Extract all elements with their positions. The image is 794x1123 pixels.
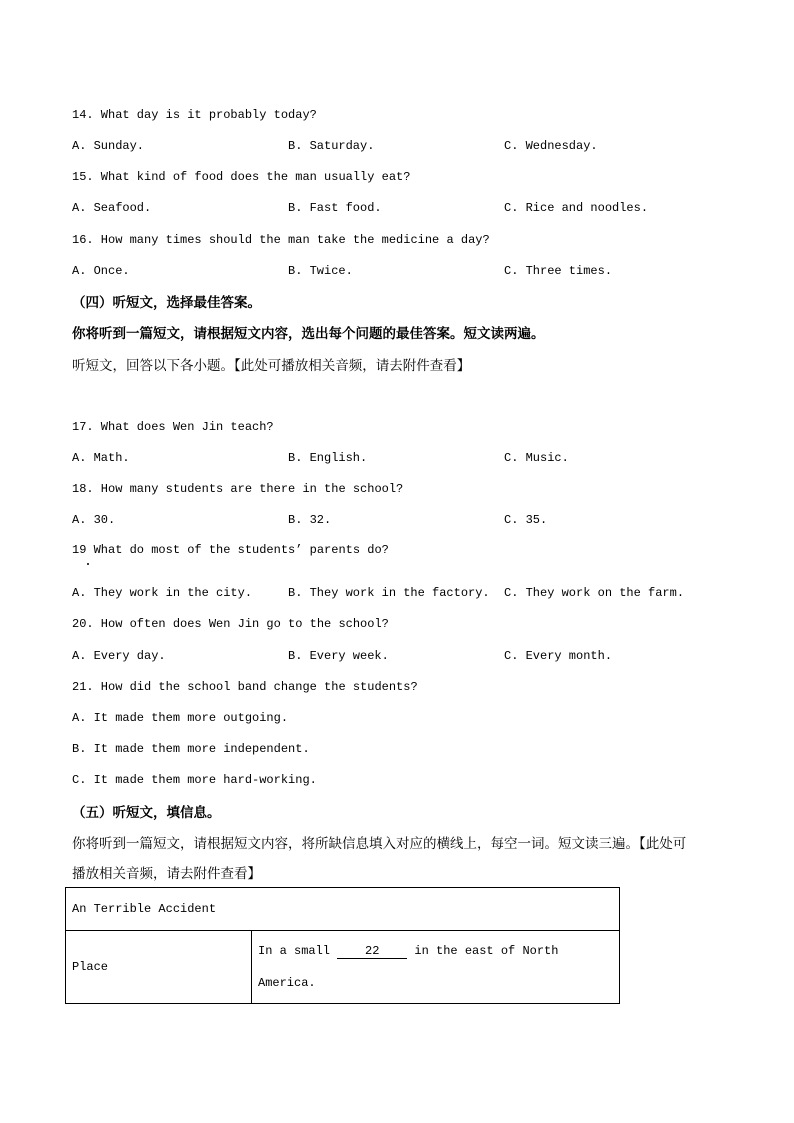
question-14-option-c: C. Wednesday. <box>504 139 598 153</box>
question-18-option-b: B. 32. <box>288 513 332 527</box>
section-4-instruction: 你将听到一篇短文，请根据短文内容，选出每个问题的最佳答案。短文读两遍。 <box>72 326 545 342</box>
question-20-option-b: B. Every week. <box>288 649 389 663</box>
place-text-line2: America. <box>258 976 316 990</box>
question-15-option-b: B. Fast food. <box>288 201 382 215</box>
question-16-option-c: C. Three times. <box>504 264 613 278</box>
table-place-cell <box>252 931 620 1004</box>
question-15-stem: 15. What kind of food does the man usually eat? <box>72 170 411 184</box>
table-title: An Terrible Accident <box>66 888 620 931</box>
question-17-stem: 17. What does Wen Jin teach? <box>72 420 274 434</box>
question-21-stem: 21. How did the school band change the students? <box>72 680 418 694</box>
question-18-stem: 18. How many students are there in the school? <box>72 482 404 496</box>
question-18-option-c: C. 35. <box>504 513 548 527</box>
section-5-heading: （五）听短文，填信息。 <box>72 805 221 821</box>
section-5-instruction-line2: 播放相关音频，请去附件查看】 <box>72 866 261 882</box>
section-4-heading: （四）听短文，选择最佳答案。 <box>72 295 261 311</box>
question-21-option-a: A. It made them more outgoing. <box>72 711 289 725</box>
question-18-option-a: A. 30. <box>72 513 116 527</box>
place-text-before: In a small <box>258 944 331 958</box>
question-17-option-b: B. English. <box>288 451 368 465</box>
question-14-stem: 14. What day is it probably today? <box>72 108 317 122</box>
question-20-stem: 20. How often does Wen Jin go to the school? <box>72 617 389 631</box>
question-15-option-c: C. Rice and noodles. <box>504 201 649 215</box>
question-21-option-c: C. It made them more hard-working. <box>72 773 317 787</box>
question-16-option-b: B. Twice. <box>288 264 353 278</box>
question-19-stem: 19 What do most of the students’ parents do? <box>72 543 389 557</box>
question-21-option-b: B. It made them more independent. <box>72 742 310 756</box>
info-table <box>65 887 620 1004</box>
question-17-option-a: A. Math. <box>72 451 130 465</box>
table-row <box>66 931 620 1004</box>
question-19-option-c: C. They work on the farm. <box>504 586 685 600</box>
question-19-option-a: A. They work in the city. <box>72 586 253 600</box>
section-4-note: 听短文，回答以下各小题。【此处可播放相关音频，请去附件查看】 <box>72 358 471 374</box>
place-text-after: in the east of North <box>414 944 559 958</box>
blank-22-input[interactable]: 22 <box>337 944 407 959</box>
question-20-option-a: A. Every day. <box>72 649 166 663</box>
question-15-option-a: A. Seafood. <box>72 201 152 215</box>
question-17-option-c: C. Music. <box>504 451 569 465</box>
question-14-option-a: A. Sunday. <box>72 139 145 153</box>
table-row-label: Place <box>66 931 252 1004</box>
question-19-option-b: B. They work in the factory. <box>288 586 490 600</box>
section-5-instruction-line1: 你将听到一篇短文，请根据短文内容，将所缺信息填入对应的横线上，每空一词。短文读三遍。【此处可 <box>72 836 687 852</box>
question-16-stem: 16. How many times should the man take the medicine a day? <box>72 233 490 247</box>
stray-dot <box>87 563 89 565</box>
table-row <box>66 888 620 931</box>
question-20-option-c: C. Every month. <box>504 649 613 663</box>
question-14-option-b: B. Saturday. <box>288 139 375 153</box>
question-16-option-a: A. Once. <box>72 264 130 278</box>
